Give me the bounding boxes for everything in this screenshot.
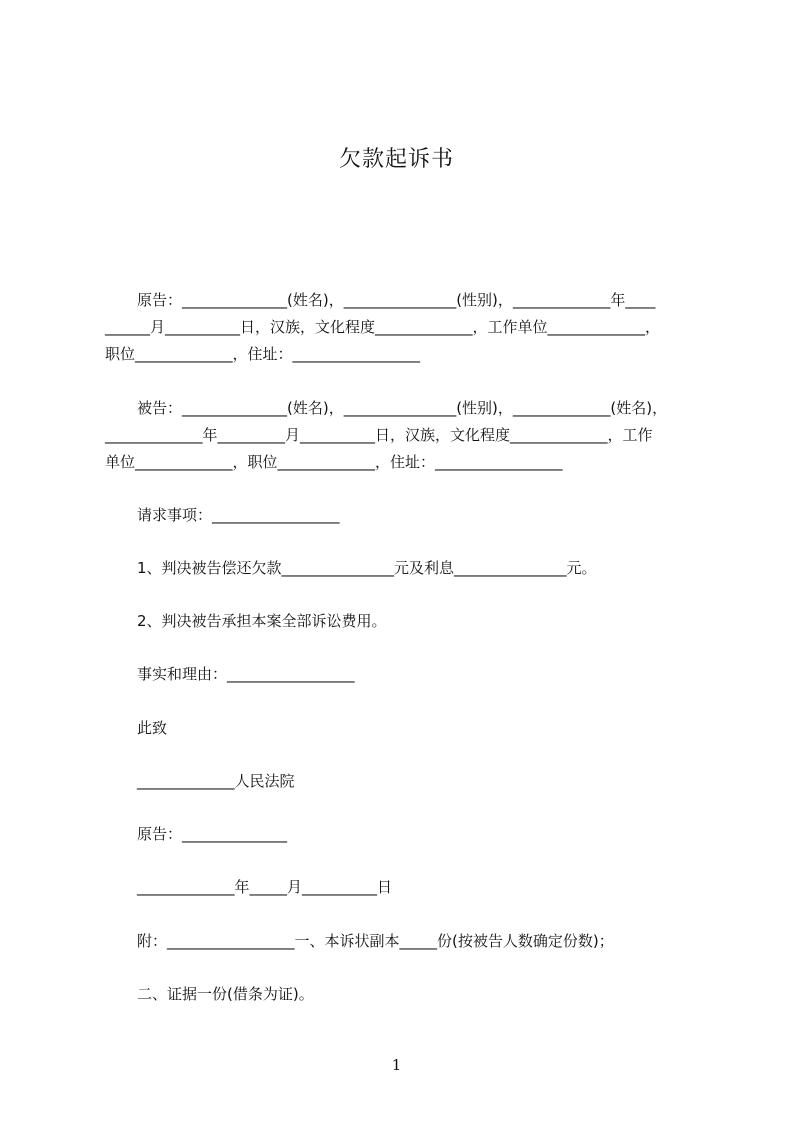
- plaintiff-signature: 原告：______________: [137, 825, 288, 843]
- attachment-item-1: 附：_________________一、本诉状副本_____份(按被告人数确定份数)；: [137, 932, 614, 950]
- claim-item-1: 1、判决被告偿还欠款_______________元及利息_______________元。: [137, 559, 597, 577]
- court-name: _____________人民法院: [137, 772, 295, 790]
- page-number: 1: [391, 1056, 402, 1074]
- claim-item-2: 2、判决被告承担本案全部诉讼费用。: [137, 612, 387, 630]
- defendant-line-3: 单位_____________，职位_____________，住址：_________________: [105, 453, 563, 471]
- plaintiff-line-1: 原告：______________(姓名)，_______________(性别)，_____________年____: [137, 291, 656, 309]
- document-title: 欠款起诉书: [338, 147, 454, 172]
- facts-and-reasons: 事实和理由：_________________: [137, 665, 355, 683]
- defendant-line-1: 被告：______________(姓名)，_______________(性别)，_____________(姓名)，: [137, 399, 668, 417]
- plaintiff-line-3: 职位_____________，住址：_________________: [105, 345, 421, 363]
- plaintiff-line-2: ______月__________日，汉族，文化程度_____________，工作单位_____________，: [105, 318, 661, 336]
- claims-heading: 请求事项：_________________: [137, 506, 340, 524]
- defendant-line-2: _____________年_________月__________日，汉族，文化程度_____________，工作: [105, 426, 653, 444]
- attachment-item-2: 二、证据一份(借条为证)。: [137, 985, 314, 1003]
- filing-date: _____________年_____月__________日: [137, 878, 393, 896]
- salutation: 此致: [137, 719, 168, 737]
